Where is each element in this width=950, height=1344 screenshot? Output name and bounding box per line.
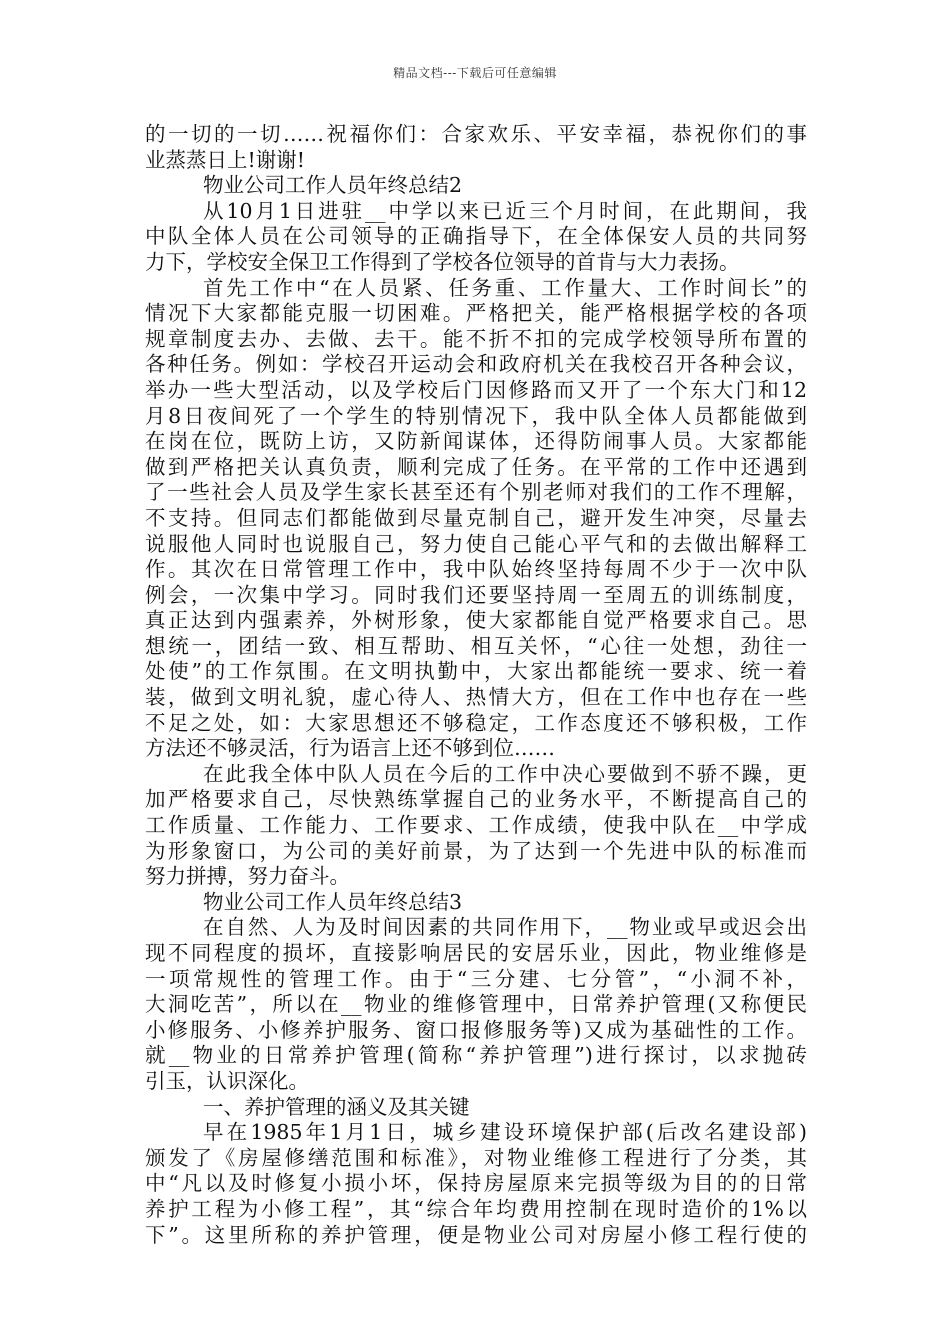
text-line: 首先工作中“在人员紧、任务重、工作量大、工作时间长”的 — [203, 275, 807, 300]
text-line: 物业公司工作人员年终总结2 — [203, 173, 463, 198]
text-line: 早在1985年1月1日，城乡建设环境保护部(后改名建设部) — [203, 1120, 807, 1145]
text-line: 规章制度去办、去做、去干。能不折不扣的完成学校领导所布置的 — [145, 326, 807, 351]
text-line: 大洞吃苦”，所以在__物业的维修管理中，日常养护管理(又称便民 — [145, 992, 807, 1017]
text-line: 物业公司工作人员年终总结3 — [203, 889, 463, 914]
text-line: 在自然、人为及时间因素的共同作用下，__物业或早或迟会出 — [203, 915, 807, 940]
text-line: 想统一，团结一致、相互帮助、相互关怀，“心往一处想，劲往一 — [145, 633, 807, 658]
text-line: 努力拼搏，努力奋斗。 — [145, 864, 350, 889]
text-line: 加严格要求自己，尽快熟练掌握自己的业务水平，不断提高自己的 — [145, 787, 807, 812]
text-line: 方法还不够灵活，行为语言上还不够到位…… — [145, 736, 555, 761]
text-line: 一、养护管理的涵义及其关键 — [203, 1094, 470, 1119]
text-line: 养护工程为小修工程”，其“综合年均费用控制在现时造价的1%以 — [145, 1196, 807, 1221]
text-line: 例会，一次集中学习。同时我们还要坚持周一至周五的训练制度， — [145, 582, 807, 607]
text-line: 中队全体人员在公司领导的正确指导下，在全体保安人员的共同努 — [145, 224, 807, 249]
text-line: 就__物业的日常养护管理(简称“养护管理”)进行探讨，以求抛砖 — [145, 1043, 807, 1068]
text-line: 力下，学校安全保卫工作得到了学校各位领导的首肯与大力表扬。 — [145, 249, 740, 274]
text-line: 举办一些大型活动，以及学校后门因修路而又开了一个东大门和12 — [145, 377, 807, 402]
text-line: 小修服务、小修养护服务、窗口报修服务等)又成为基础性的工作。 — [145, 1017, 807, 1042]
text-line: 从10月1日进驻__中学以来已近三个月时间，在此期间，我 — [203, 198, 807, 223]
text-line: 下”。这里所称的养护管理，便是物业公司对房屋小修工程行使的 — [145, 1222, 807, 1247]
text-line: 做到严格把关认真负责，顺利完成了任务。在平常的工作中还遇到 — [145, 454, 807, 479]
text-line: 装，做到文明礼貌，虚心待人、热情大方，但在工作中也存在一些 — [145, 685, 807, 710]
text-line: 引玉，认识深化。 — [145, 1068, 309, 1093]
text-line: 为形象窗口，为公司的美好前景，为了达到一个先进中队的标准而 — [145, 838, 807, 863]
text-line: 不足之处，如：大家思想还不够稳定，工作态度还不够积极，工作 — [145, 710, 807, 735]
text-line: 处使”的工作氛围。在文明执勤中，大家出都能统一要求、统一着 — [145, 659, 807, 684]
text-line: 现不同程度的损坏，直接影响居民的安居乐业，因此，物业维修是 — [145, 941, 807, 965]
text-line: 作。其次在日常管理工作中，我中队始终坚持每周不少于一次中队 — [145, 557, 807, 582]
text-line: 在岗在位，既防上访，又防新闻谋体，还得防闹事人员。大家都能 — [145, 429, 807, 454]
text-line: 的一切的一切……祝福你们：合家欢乐、平安幸福，恭祝你们的事 — [145, 122, 807, 146]
text-line: 中“凡以及时修复小损小坏，保持房屋原来完损等级为目的的日常 — [145, 1171, 807, 1196]
text-line: 各种任务。例如：学校召开运动会和政府机关在我校召开各种会议， — [145, 352, 807, 377]
text-line: 了一些社会人员及学生家长甚至还有个别老师对我们的工作不理解， — [145, 480, 807, 505]
page-header: 精品文档---下载后可任意编辑 — [393, 66, 557, 80]
document-body — [145, 122, 807, 1248]
text-line: 工作质量、工作能力、工作要求、工作成绩，使我中队在__中学成 — [145, 813, 807, 838]
text-line: 情况下大家都能克服一切困难。严格把关，能严格根据学校的各项 — [145, 301, 807, 326]
text-line: 说服他人同时也说服自己，努力使自己能心平气和的去做出解释工 — [145, 531, 807, 556]
text-line: 颁发了《房屋修缮范围和标准》，对物业维修工程进行了分类，其 — [145, 1145, 807, 1170]
text-line: 月8日夜间死了一个学生的特别情况下，我中队全体人员都能做到 — [145, 403, 807, 428]
text-line: 业蒸蒸日上!谢谢! — [145, 147, 305, 172]
text-line: 不支持。但同志们都能做到尽量克制自己，避开发生冲突，尽量去 — [145, 505, 807, 530]
text-line: 一项常规性的管理工作。由于“三分建、七分管”，“小洞不补， — [145, 966, 807, 991]
text-line: 真正达到内强素养，外树形象，使大家都能自觉严格要求自己。思 — [145, 608, 807, 633]
text-line: 在此我全体中队人员在今后的工作中决心要做到不骄不躁，更 — [203, 761, 807, 786]
